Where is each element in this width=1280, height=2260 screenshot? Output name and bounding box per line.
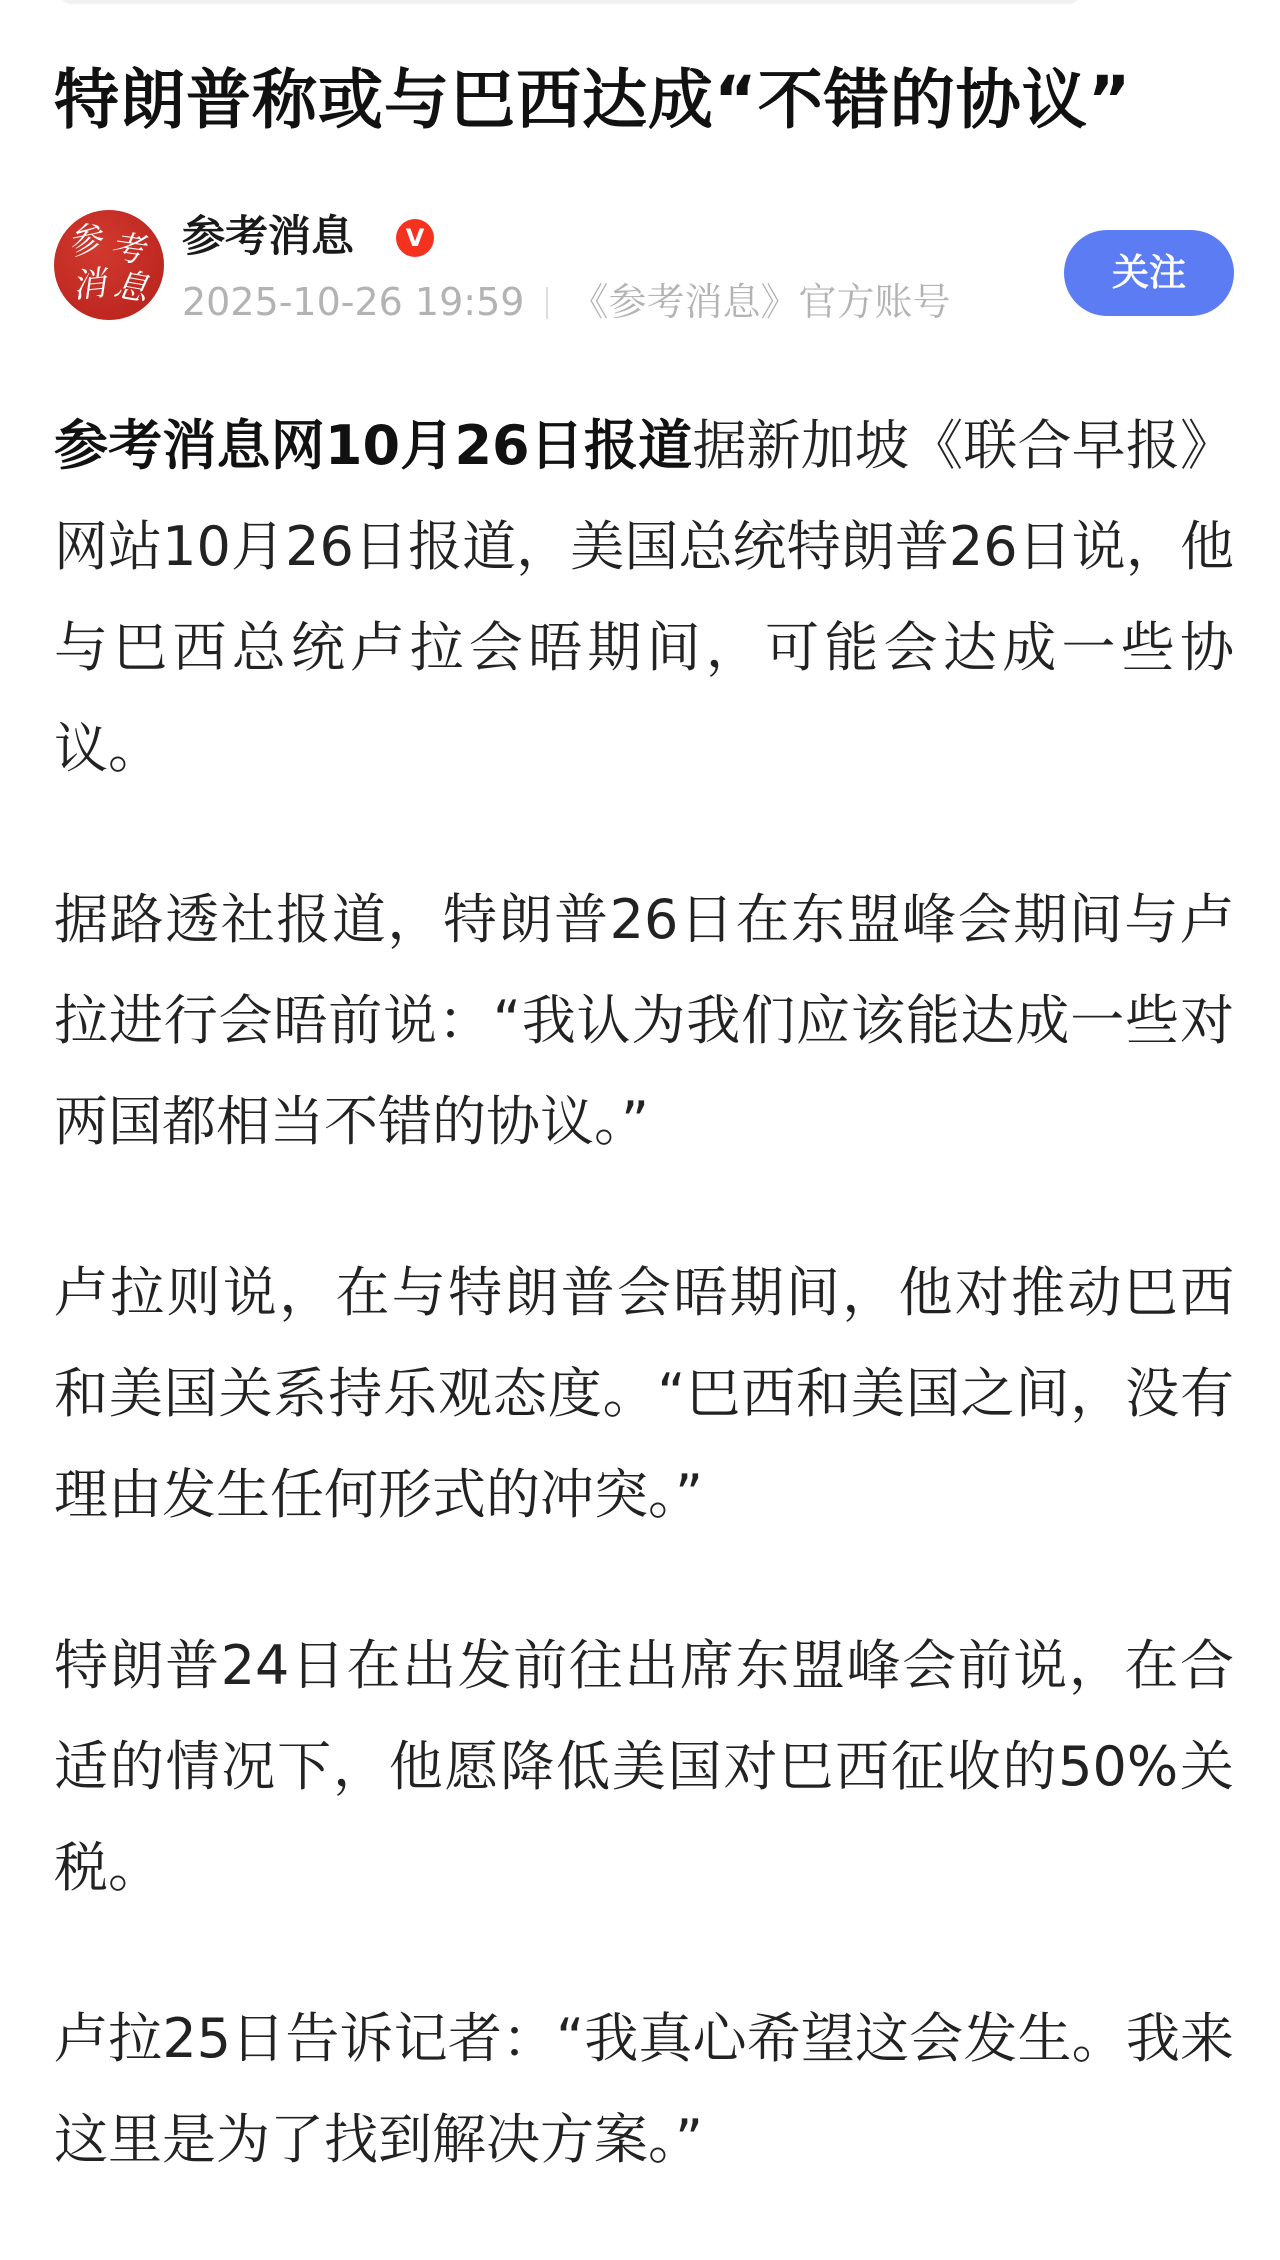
avatar-logo-char: 息 (110, 264, 152, 310)
top-search-bar-edge (60, 0, 1080, 4)
paragraph-lead: 参考消息网10月26日报道 (54, 414, 693, 477)
verified-badge-icon: V (396, 219, 434, 257)
article-paragraph (54, 869, 1234, 1172)
author-name[interactable]: 参考消息 (182, 212, 354, 262)
article-paragraph (54, 395, 1234, 799)
article-title: 特朗普称或与巴西达成“不错的协议” (54, 63, 1132, 138)
avatar-logo-char: 考 (107, 226, 147, 272)
article-paragraph (54, 1615, 1234, 1918)
avatar-logo-char: 参 (64, 217, 106, 265)
article-body (54, 395, 1234, 2260)
paragraph-text: 据路透社报道，特朗普26日在东盟峰会期间与卢拉进行会晤前说：“我认为我们应该能达成一些对两国都相当不错的协议。” (54, 888, 1234, 1153)
account-type-label: 《参考消息》官方账号 (570, 280, 951, 324)
article-paragraph (54, 1242, 1234, 1545)
paragraph-text: 特朗普24日在出发前往出席东盟峰会前说，在合适的情况下，他愿降低美国对巴西征收的50%关税。 (54, 1634, 1234, 1899)
paragraph-text: 据新加坡《联合早报》网站10月26日报道，美国总统特朗普26日说，他与巴西总统卢拉会晤期间，可能会达成一些协议。 (54, 414, 1235, 780)
article-paragraph (54, 1988, 1234, 2190)
publish-meta (182, 277, 950, 327)
paragraph-text: 卢拉则说，在与特朗普会晤期间，他对推动巴西和美国关系持乐观态度。“巴西和美国之间，没有理由发生任何形式的冲突。” (54, 1261, 1234, 1526)
avatar-logo-char: 消 (70, 263, 108, 307)
author-avatar[interactable] (54, 210, 164, 320)
author-row (54, 205, 1234, 325)
follow-button[interactable]: 关注 (1064, 230, 1234, 316)
publish-timestamp: 2025-10-26 19:59 (182, 280, 525, 324)
paragraph-text: 卢拉25日告诉记者：“我真心希望这会发生。我来这里是为了找到解决方案。” (54, 2007, 1234, 2171)
meta-divider (546, 287, 548, 319)
